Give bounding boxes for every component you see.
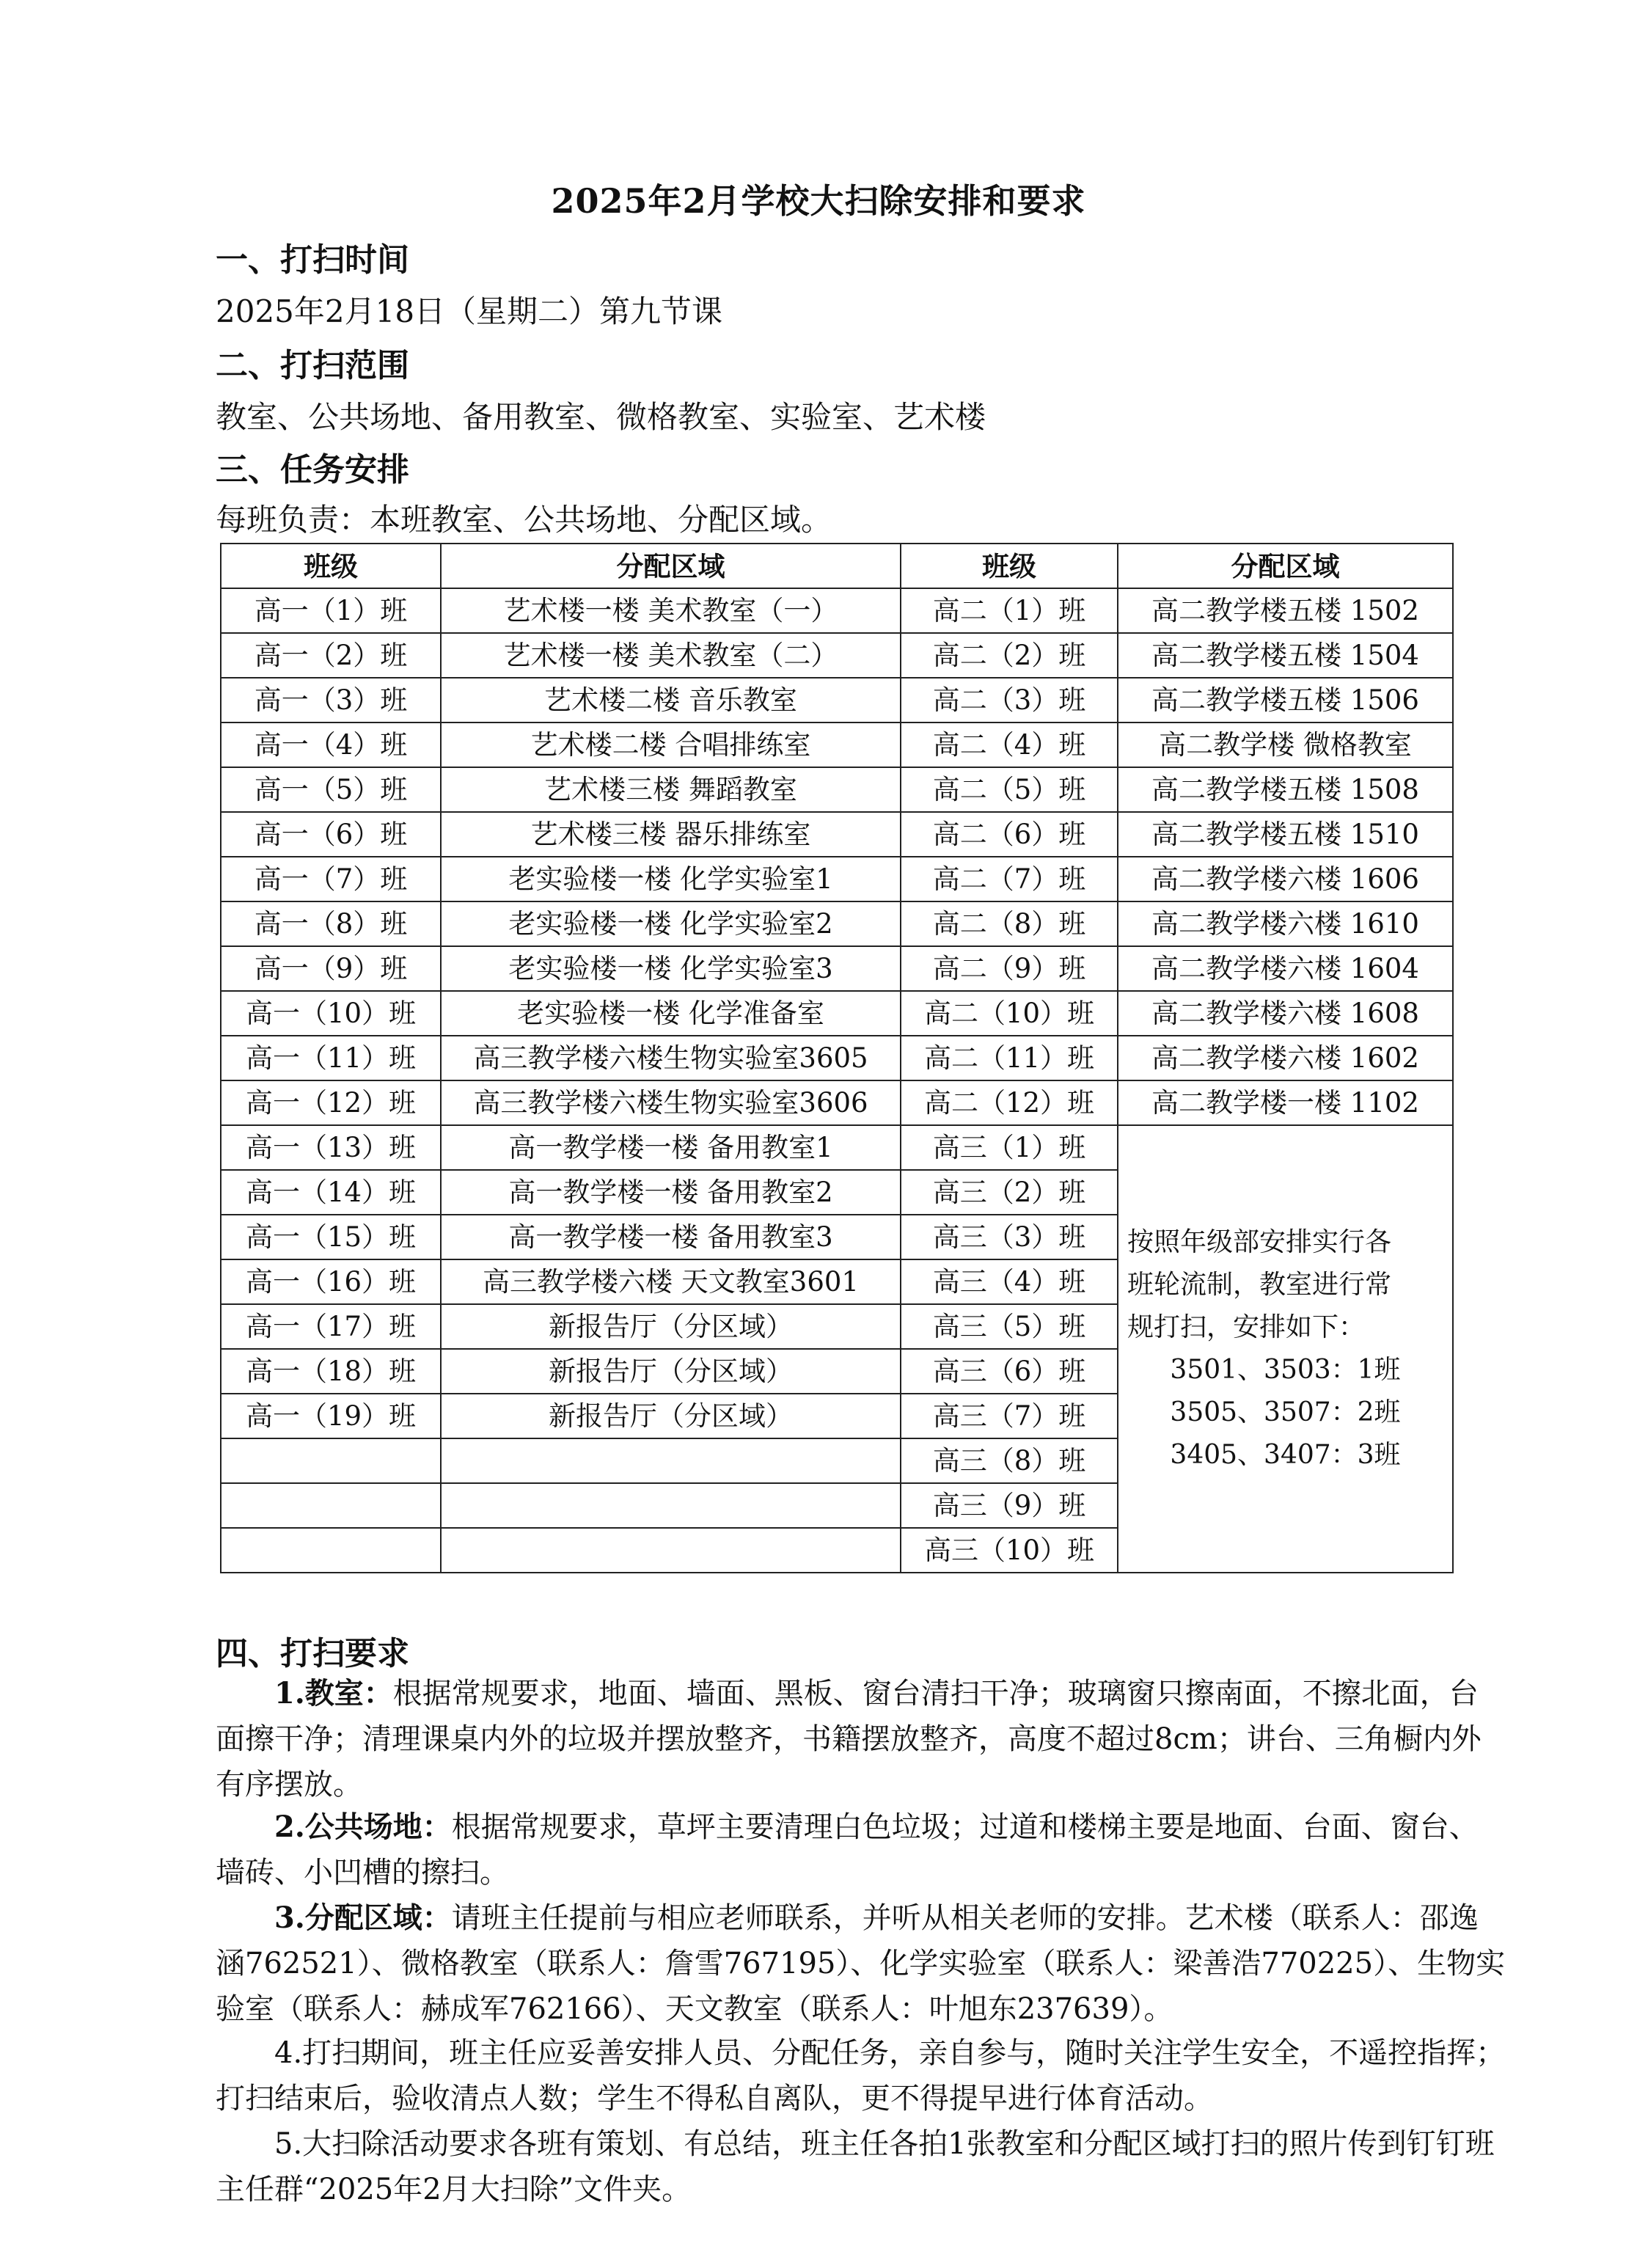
class-cell: 高二（7）班 — [901, 857, 1118, 901]
table-row — [221, 901, 1453, 946]
class-cell — [221, 1438, 441, 1483]
area-cell: 高二教学楼六楼 1608 — [1118, 991, 1453, 1036]
area-cell: 高三教学楼六楼生物实验室3605 — [441, 1036, 901, 1080]
requirement-label: 3.分配区域： — [274, 1901, 452, 1935]
table-row — [221, 633, 1453, 678]
class-cell: 高二（12）班 — [901, 1080, 1118, 1125]
table-row — [221, 588, 1453, 633]
class-cell: 高一（10）班 — [221, 991, 441, 1036]
requirement-label: 1.教室： — [274, 1676, 393, 1711]
area-cell: 艺术楼三楼 舞蹈教室 — [441, 767, 901, 812]
class-cell: 高一（5）班 — [221, 767, 441, 812]
header-area: 分配区域 — [1118, 544, 1453, 588]
area-cell: 高二教学楼 微格教室 — [1118, 723, 1453, 767]
class-cell: 高二（6）班 — [901, 812, 1118, 857]
class-cell: 高二（11）班 — [901, 1036, 1118, 1080]
class-cell: 高三（6）班 — [901, 1349, 1118, 1394]
class-cell: 高二（9）班 — [901, 946, 1118, 991]
area-cell: 高二教学楼一楼 1102 — [1118, 1080, 1453, 1125]
table-row — [221, 723, 1453, 767]
class-cell — [221, 1528, 441, 1573]
section-heading-tasks: 三、任务安排 — [216, 451, 409, 489]
senior3-note-line: 按照年级部安排实行各 — [1127, 1227, 1392, 1257]
class-cell: 高三（8）班 — [901, 1438, 1118, 1483]
class-cell: 高二（4）班 — [901, 723, 1118, 767]
class-cell: 高一（13）班 — [221, 1125, 441, 1170]
area-cell: 老实验楼一楼 化学实验室2 — [441, 901, 901, 946]
class-cell: 高二（1）班 — [901, 588, 1118, 633]
area-cell: 高二教学楼五楼 1506 — [1118, 678, 1453, 723]
class-cell: 高三（1）班 — [901, 1125, 1118, 1170]
class-cell: 高一（8）班 — [221, 901, 441, 946]
area-cell: 高一教学楼一楼 备用教室2 — [441, 1170, 901, 1215]
area-cell: 老实验楼一楼 化学实验室1 — [441, 857, 901, 901]
class-cell: 高一（14）班 — [221, 1170, 441, 1215]
requirement-item — [216, 1804, 1506, 1895]
area-cell: 高一教学楼一楼 备用教室1 — [441, 1125, 901, 1170]
header-class: 班级 — [221, 544, 441, 588]
area-cell: 新报告厅（分区域） — [441, 1394, 901, 1438]
class-cell: 高一（6）班 — [221, 812, 441, 857]
table-row — [221, 946, 1453, 991]
area-cell — [441, 1528, 901, 1573]
class-cell: 高一（15）班 — [221, 1215, 441, 1259]
class-cell: 高三（4）班 — [901, 1259, 1118, 1304]
area-cell: 艺术楼一楼 美术教室（二） — [441, 633, 901, 678]
class-cell: 高一（11）班 — [221, 1036, 441, 1080]
area-cell: 艺术楼一楼 美术教室（一） — [441, 588, 901, 633]
area-cell: 高二教学楼五楼 1510 — [1118, 812, 1453, 857]
class-cell — [221, 1483, 441, 1528]
area-cell — [441, 1438, 901, 1483]
class-cell: 高二（10）班 — [901, 991, 1118, 1036]
header-class: 班级 — [901, 544, 1118, 588]
class-cell: 高三（5）班 — [901, 1304, 1118, 1349]
assignment-table — [220, 543, 1454, 1573]
area-cell: 高二教学楼六楼 1604 — [1118, 946, 1453, 991]
header-area: 分配区域 — [441, 544, 901, 588]
area-cell: 高二教学楼五楼 1508 — [1118, 767, 1453, 812]
class-cell: 高一（12）班 — [221, 1080, 441, 1125]
area-cell: 新报告厅（分区域） — [441, 1304, 901, 1349]
table-row — [221, 812, 1453, 857]
area-cell — [441, 1483, 901, 1528]
class-cell: 高二（8）班 — [901, 901, 1118, 946]
requirement-item — [216, 1671, 1506, 1807]
requirement-text: 4.打扫期间，班主任应妥善安排人员、分配任务，亲自参与，随时关注学生安全，不遥控指挥；打扫结束后，验收清点人数；学生不得私自离队，更不得提早进行体育活动。 — [216, 2036, 1506, 2115]
table-header-row — [221, 544, 1453, 588]
table-row — [221, 857, 1453, 901]
requirement-text: 根据常规要求，草坪主要清理白色垃圾；过道和楼梯主要是地面、台面、窗台、墙砖、小凹槽的擦扫。 — [216, 1810, 1479, 1890]
area-cell: 新报告厅（分区域） — [441, 1349, 901, 1394]
table-row — [221, 767, 1453, 812]
requirement-label: 2.公共场地： — [274, 1810, 452, 1844]
class-cell: 高三（7）班 — [901, 1394, 1118, 1438]
senior3-rotation-note — [1118, 1125, 1453, 1573]
class-cell: 高三（2）班 — [901, 1170, 1118, 1215]
table-row — [221, 1080, 1453, 1125]
area-cell: 高三教学楼六楼 天文教室3601 — [441, 1259, 901, 1304]
section-heading-scope: 二、打扫范围 — [216, 347, 409, 384]
area-cell: 高二教学楼六楼 1602 — [1118, 1036, 1453, 1080]
class-cell: 高一（19）班 — [221, 1394, 441, 1438]
area-cell: 艺术楼二楼 音乐教室 — [441, 678, 901, 723]
requirement-text: 请班主任提前与相应老师联系，并听从相关老师的安排。艺术楼（联系人：邵逸涵762521）、微格教室（联系人：詹雪767195）、化学实验室（联系人：梁善浩770225）、生物实验室（联系人：赫成军762166）、天文教室（联系人：叶旭东237639）。 — [216, 1901, 1506, 2026]
area-cell: 老实验楼一楼 化学准备室 — [441, 991, 901, 1036]
class-cell: 高一（4）班 — [221, 723, 441, 767]
class-cell: 高一（18）班 — [221, 1349, 441, 1394]
section-heading-time: 一、打扫时间 — [216, 241, 409, 279]
area-cell: 艺术楼三楼 器乐排练室 — [441, 812, 901, 857]
section-text-time: 2025年2月18日（星期二）第九节课 — [216, 293, 723, 329]
class-cell: 高二（2）班 — [901, 633, 1118, 678]
table-row — [221, 991, 1453, 1036]
table-row — [221, 1036, 1453, 1080]
area-cell: 高三教学楼六楼生物实验室3606 — [441, 1080, 901, 1125]
requirement-item — [216, 2030, 1506, 2121]
senior3-note-line: 规打扫，安排如下： — [1127, 1312, 1366, 1342]
requirement-text: 5.大扫除活动要求各班有策划、有总结，班主任各拍1张教室和分配区域打扫的照片传到钉钉班主任群“2025年2月大扫除”文件夹。 — [216, 2127, 1495, 2206]
class-cell: 高一（3）班 — [221, 678, 441, 723]
area-cell: 老实验楼一楼 化学实验室3 — [441, 946, 901, 991]
class-cell: 高一（2）班 — [221, 633, 441, 678]
area-cell: 高二教学楼五楼 1502 — [1118, 588, 1453, 633]
area-cell: 艺术楼二楼 合唱排练室 — [441, 723, 901, 767]
class-cell: 高三（3）班 — [901, 1215, 1118, 1259]
class-cell: 高一（7）班 — [221, 857, 441, 901]
area-cell: 高二教学楼六楼 1610 — [1118, 901, 1453, 946]
senior3-note-lines — [1127, 1221, 1443, 1477]
area-cell: 高二教学楼五楼 1504 — [1118, 633, 1453, 678]
area-cell: 高二教学楼六楼 1606 — [1118, 857, 1453, 901]
section-text-scope: 教室、公共场地、备用教室、微格教室、实验室、艺术楼 — [216, 399, 986, 435]
class-cell: 高三（9）班 — [901, 1483, 1118, 1528]
requirement-text: 根据常规要求，地面、墙面、黑板、窗台清扫干净；玻璃窗只擦南面，不擦北面，台面擦干净；清理课桌内外的垃圾并摆放整齐，书籍摆放整齐，高度不超过8cm；讲台、三角橱内外有序摆放。 — [216, 1677, 1482, 1801]
section-text-tasks: 每班负责：本班教室、公共场地、分配区域。 — [216, 502, 832, 538]
class-cell: 高一（1）班 — [221, 588, 441, 633]
requirement-item — [216, 2121, 1506, 2212]
senior3-note-line: 3501、3503：1班 — [1170, 1355, 1401, 1385]
senior3-note-line: 3405、3407：3班 — [1170, 1440, 1401, 1470]
requirement-item — [216, 1895, 1506, 2032]
class-cell: 高一（17）班 — [221, 1304, 441, 1349]
class-cell: 高一（16）班 — [221, 1259, 441, 1304]
table-row — [221, 678, 1453, 723]
class-cell: 高一（9）班 — [221, 946, 441, 991]
class-cell: 高二（5）班 — [901, 767, 1118, 812]
table-row — [221, 1125, 1453, 1170]
senior3-note-line: 班轮流制，教室进行常 — [1127, 1270, 1392, 1300]
area-cell: 高一教学楼一楼 备用教室3 — [441, 1215, 901, 1259]
page-title: 2025年2月学校大扫除安排和要求 — [551, 181, 1086, 221]
class-cell: 高三（10）班 — [901, 1528, 1118, 1573]
class-cell: 高二（3）班 — [901, 678, 1118, 723]
section-heading-requirements: 四、打扫要求 — [216, 1635, 409, 1672]
senior3-note-line: 3505、3507：2班 — [1170, 1397, 1401, 1427]
